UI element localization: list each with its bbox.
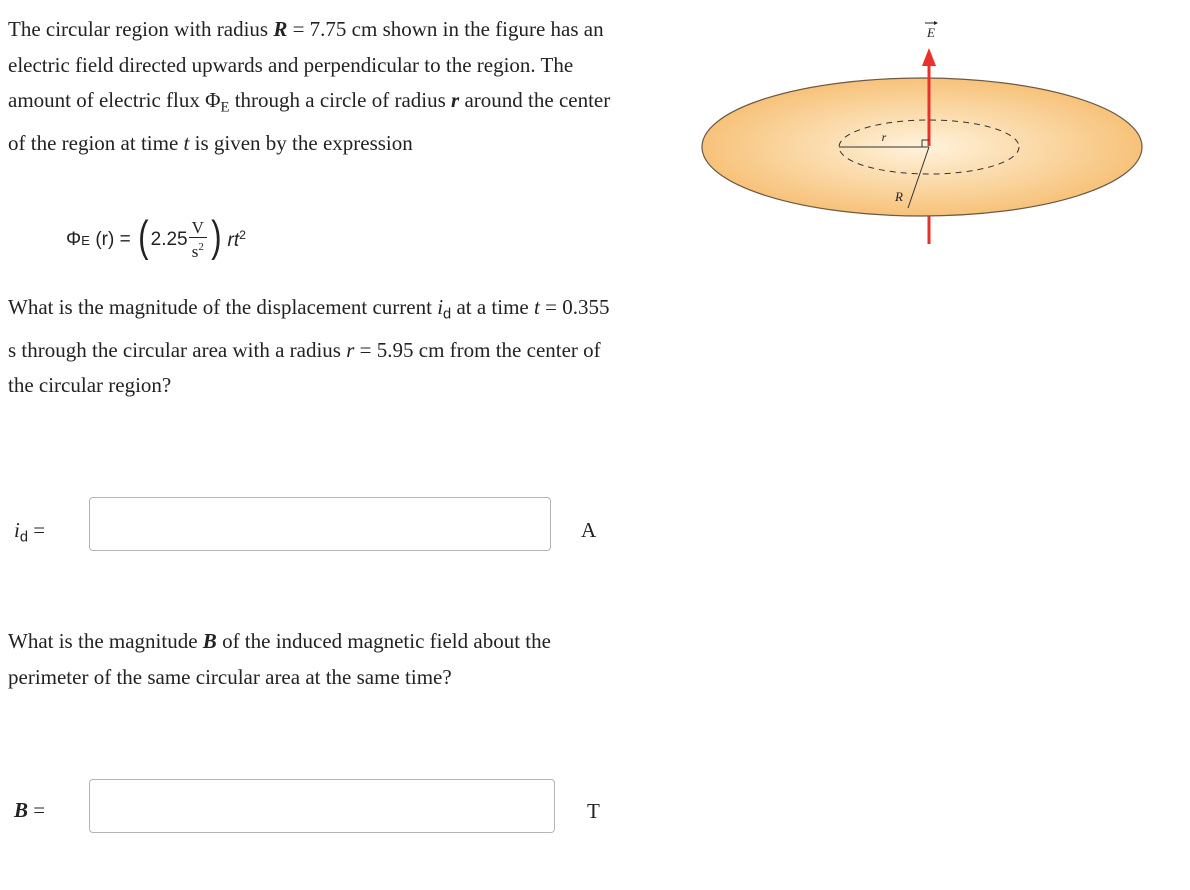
- vector-arrow-tip: [934, 21, 938, 25]
- problem-intro: The circular region with radius R = 7.75 cm shown in the figure has an electric field directed upwards and perpendicular to the region. The amount of electric flux $\Phi_E$ through a circle of radius r around the center of the region at time t is given by the expression: [8, 17, 611, 155]
- circular-region-figure: [700, 10, 1160, 250]
- displacement-current-input[interactable]: [89, 497, 551, 551]
- unit-amperes: A: [581, 518, 597, 542]
- unit-fraction: $\frac{V}{s^2}$: [189, 219, 207, 261]
- magnetic-field-input[interactable]: [89, 779, 555, 833]
- field-arrow-head: [922, 48, 936, 66]
- label-R: R: [895, 189, 903, 204]
- question-magnetic-field: What is the magnitude B of the induced magnetic field about the perimeter of the same circular area at the same time?: [8, 629, 551, 689]
- label-E: E: [927, 25, 935, 40]
- label-r: r: [881, 130, 887, 144]
- unit-tesla: T: [587, 799, 600, 823]
- flux-equation: Φ E (r) = ( 2.25 $\frac{V}{s^2}$ ) $rt^2$: [66, 212, 247, 261]
- displacement-current-label: $i_d$ =: [14, 518, 46, 546]
- magnetic-field-label: B =: [14, 798, 46, 822]
- question-displacement-current: What is the magnitude of the displacement current $i_d$ at a time t = 0.355 s through the circular area with a radius r = 5.95 cm from the center of the circular region?: [8, 295, 610, 398]
